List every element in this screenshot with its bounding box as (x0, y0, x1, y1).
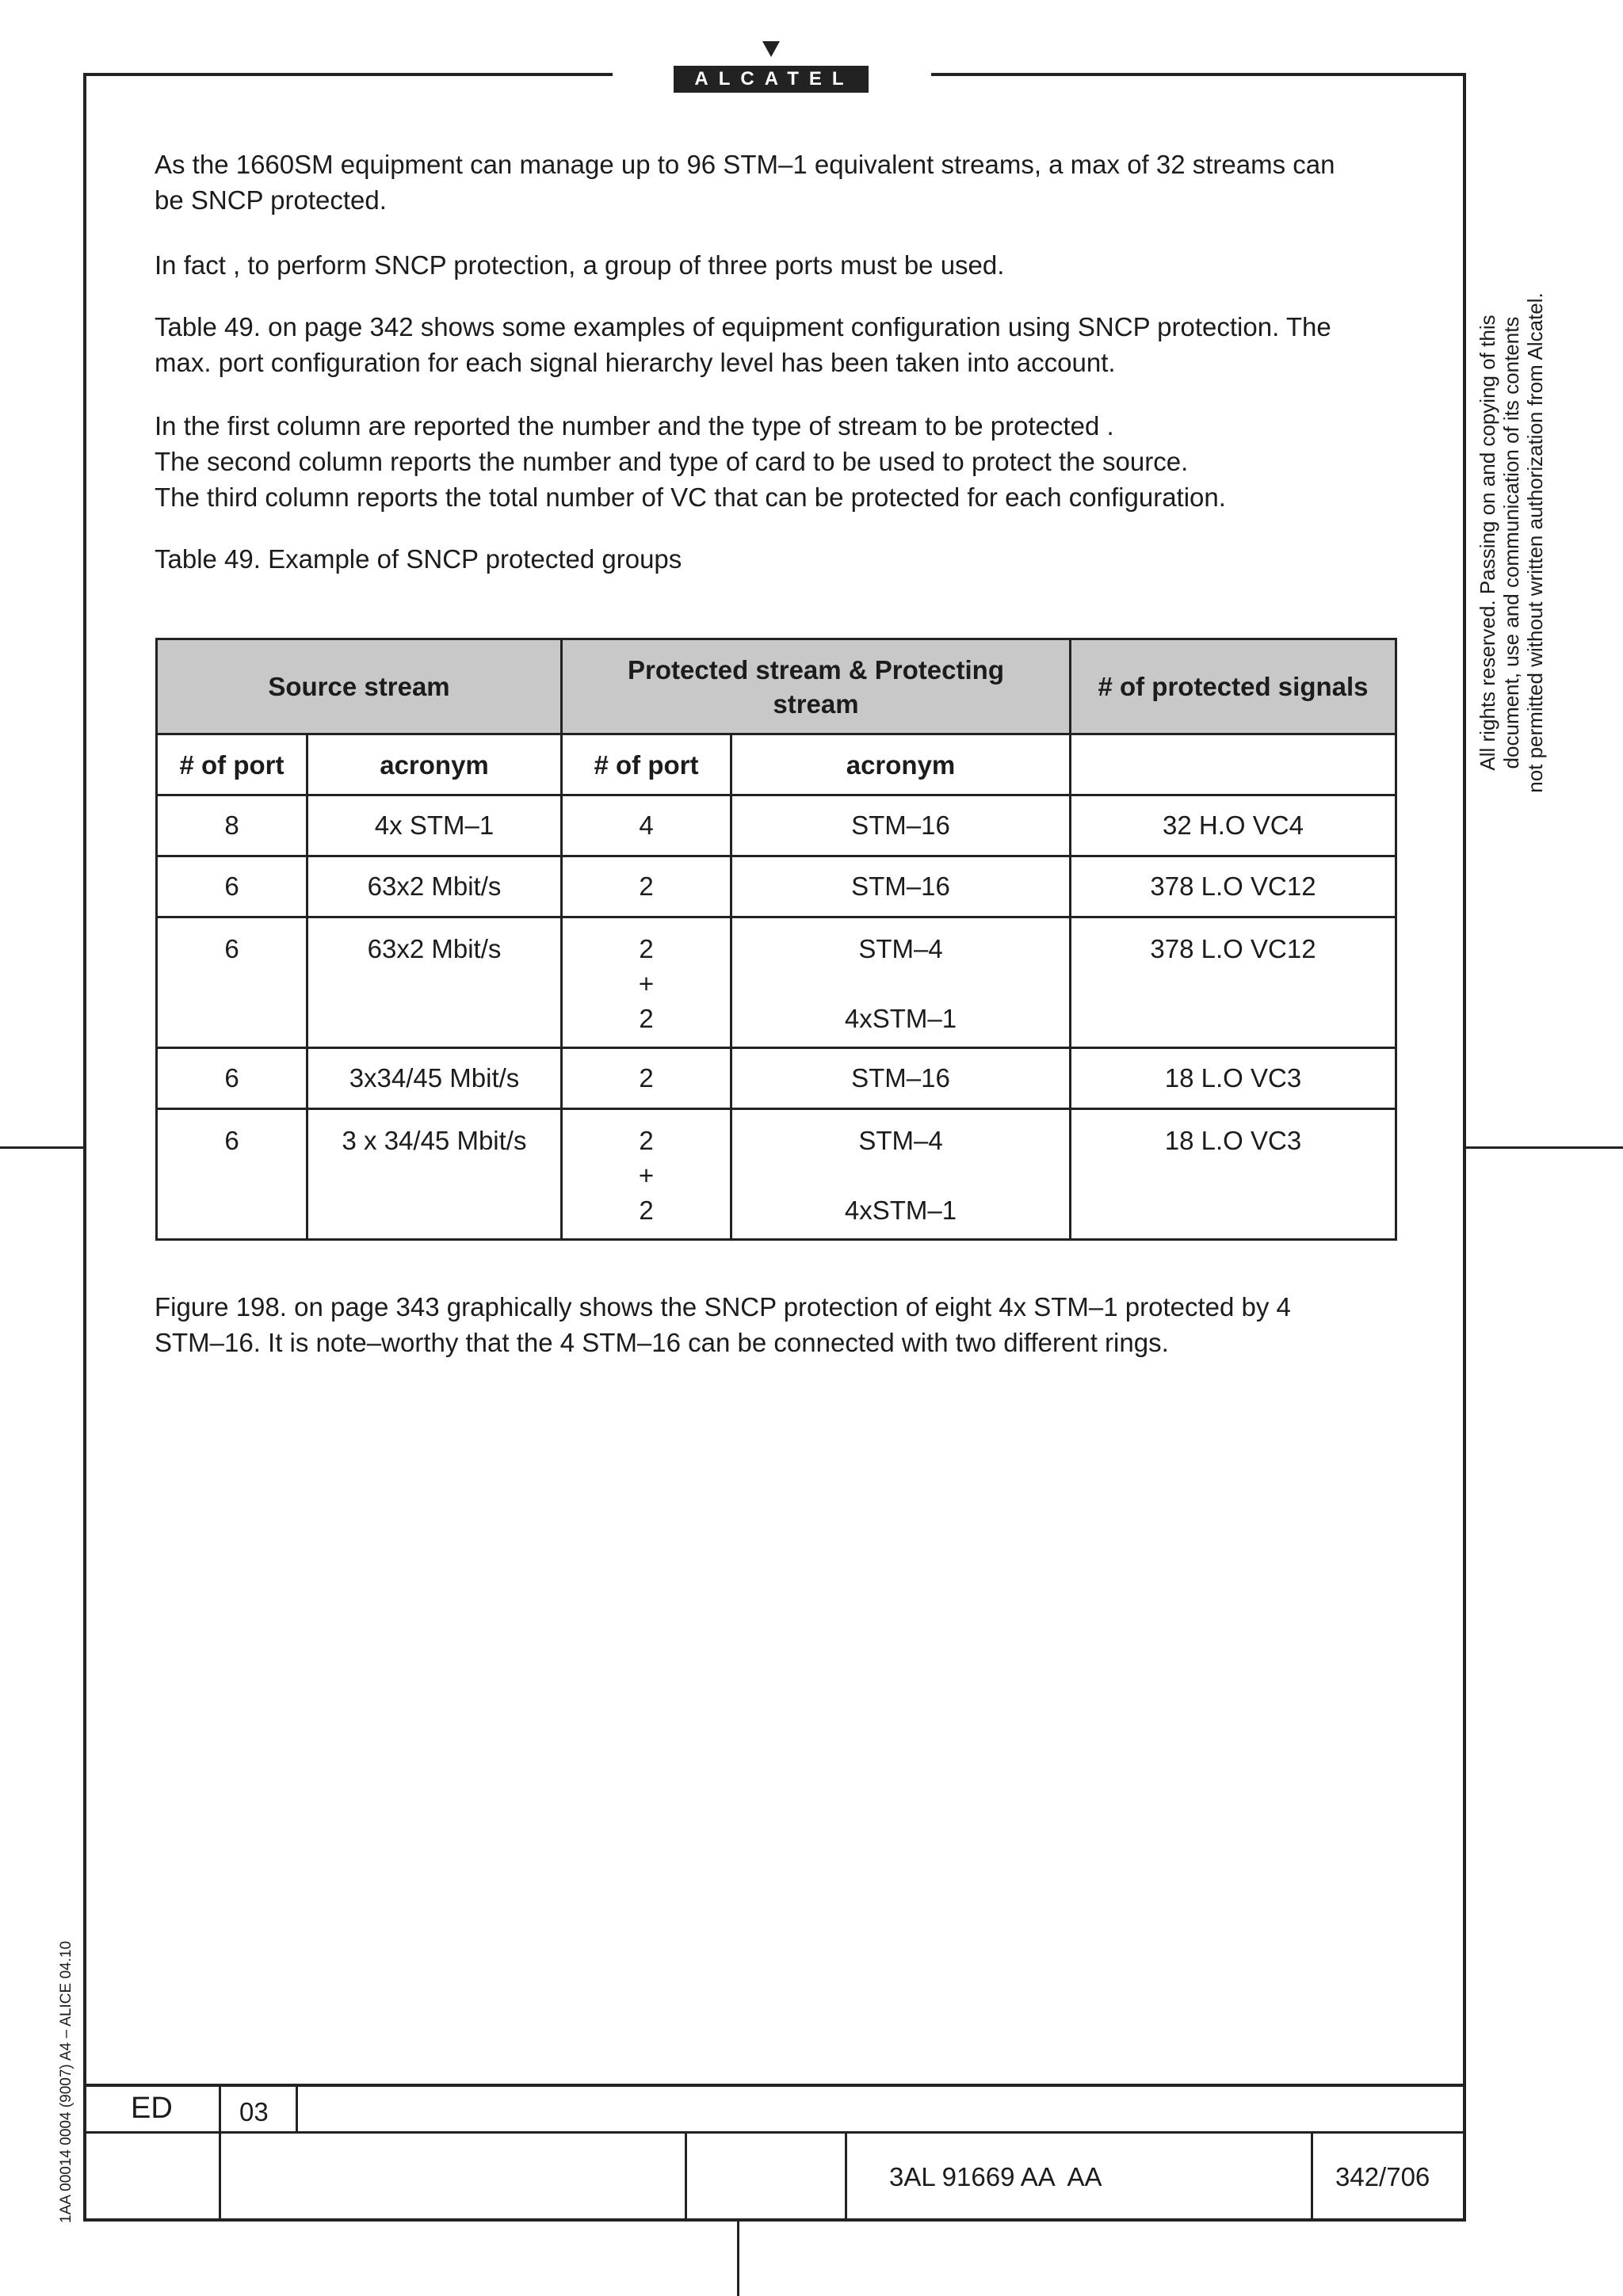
cell-src-acronym-text: 63x2 Mbit/s (367, 934, 502, 963)
paragraph-2 (155, 247, 1392, 283)
prot-acronym-b: 4xSTM–1 (844, 1196, 957, 1225)
logo-triangle-icon (762, 41, 780, 57)
paragraph-3-line-1: Table 49. on page 342 shows some examples of equipment configuration using SNCP protection. The (155, 312, 1331, 341)
cell-prot-acronym: STM–16 (731, 795, 1071, 856)
paragraph-4-line-2: The second column reports the number and type of card to be used to protect the source. (155, 447, 1189, 476)
prot-port-a: 2 (639, 1126, 654, 1155)
cell-src-acronym (307, 917, 562, 1048)
frame-top-left (83, 73, 613, 76)
footer-divider-3 (685, 2131, 687, 2220)
cell-signals (1071, 917, 1396, 1048)
footer-divider-2 (296, 2084, 298, 2133)
cell-signals-text: 18 L.O VC3 (1164, 1126, 1302, 1155)
prot-port-b: 2 (639, 1196, 654, 1225)
sncp-table (155, 638, 1397, 1241)
cell-src-acronym: 63x2 Mbit/s (307, 856, 562, 917)
crop-mark-bottom (737, 2222, 739, 2296)
copyright-line-3: not permitted without written authorization from Alcatel. (1523, 292, 1547, 793)
table-row (157, 856, 1396, 917)
table-caption (155, 541, 1392, 577)
header-protected-stream (562, 639, 1071, 734)
paragraph-5 (155, 1289, 1392, 1360)
paragraph-3-line-2: max. port configuration for each signal hierarchy level has been taken into account. (155, 348, 1116, 377)
table-header-row (157, 639, 1396, 734)
subheader-acronym-2: acronym (731, 734, 1071, 795)
table-row (157, 1109, 1396, 1240)
frame-bottom (83, 2218, 1466, 2222)
table-caption-text: Table 49. Example of SNCP protected groups (155, 544, 682, 574)
prot-port-a: 2 (639, 934, 654, 963)
footer-divider-1 (219, 2084, 221, 2220)
footer-ed-label: ED (131, 2092, 173, 2125)
prot-acronym-spacer (732, 1158, 1069, 1193)
crop-mark-left (0, 1146, 83, 1149)
subheader-acronym: acronym (307, 734, 562, 795)
cell-prot-port: 2 (562, 856, 731, 917)
subheader-port: # of port (157, 734, 307, 795)
header-protected-signals: # of protected signals (1071, 639, 1396, 734)
copyright-line-1: All rights reserved. Passing on and copying of this (1476, 315, 1499, 771)
cell-prot-acronym: STM–16 (731, 1048, 1071, 1109)
paragraph-5-line-2: STM–16. It is note–worthy that the 4 STM–16 can be connected with two different rings. (155, 1328, 1169, 1357)
prot-port-b: 2 (639, 1004, 654, 1033)
footer-top-line (83, 2084, 1466, 2087)
cell-prot-port: 2 (562, 1048, 731, 1109)
footer-page-number: 342/706 (1335, 2162, 1430, 2191)
footer-mid-line (83, 2131, 1466, 2134)
paragraph-4-line-1: In the first column are reported the number and the type of stream to be protected . (155, 411, 1114, 441)
alcatel-logo: ALCATEL (674, 66, 869, 93)
prot-acronym-spacer (732, 967, 1069, 1001)
plus-sign: + (638, 1161, 655, 1190)
cell-src-port-text: 6 (224, 934, 239, 963)
paragraph-1 (155, 147, 1392, 218)
table-row (157, 1048, 1396, 1109)
cell-prot-acronym: STM–16 (731, 856, 1071, 917)
subheader-port-2: # of port (562, 734, 731, 795)
paragraph-5-line-1: Figure 198. on page 343 graphically shows the SNCP protection of eight 4x STM–1 protected by 4 (155, 1292, 1291, 1322)
cell-prot-port (562, 917, 731, 1048)
header-protected-line-1: Protected stream & Protecting (628, 654, 1004, 685)
cell-signals: 32 H.O VC4 (1071, 795, 1396, 856)
cell-signals-text: 378 L.O VC12 (1150, 934, 1316, 963)
frame-top-right (931, 73, 1466, 76)
cell-src-port: 6 (157, 856, 307, 917)
prot-acronym-b: 4xSTM–1 (844, 1004, 957, 1033)
paragraph-1-line-2: be SNCP protected. (155, 185, 387, 215)
cell-prot-acronym (731, 917, 1071, 1048)
footer-divider-4 (845, 2131, 847, 2220)
paragraph-2-line-1: In fact , to perform SNCP protection, a group of three ports must be used. (155, 250, 1005, 280)
cell-src-acronym-text: 3 x 34/45 Mbit/s (342, 1126, 527, 1155)
cell-signals: 378 L.O VC12 (1071, 856, 1396, 917)
prot-acronym-a: STM–4 (858, 934, 943, 963)
copyright-notice (1476, 281, 1547, 804)
paragraph-4 (155, 408, 1392, 515)
cell-signals (1071, 1109, 1396, 1240)
cell-prot-port-a (563, 1110, 730, 1228)
cell-src-acronym: 3x34/45 Mbit/s (307, 1048, 562, 1109)
cell-src-port-text: 6 (224, 1126, 239, 1155)
cell-signals: 18 L.O VC3 (1071, 1048, 1396, 1109)
frame-left (83, 73, 86, 2222)
plus-sign: + (638, 969, 655, 998)
cell-src-port: 8 (157, 795, 307, 856)
cell-prot-port: 4 (562, 795, 731, 856)
footer-divider-5 (1311, 2131, 1313, 2220)
cell-src-acronym: 4x STM–1 (307, 795, 562, 856)
cell-prot-port (562, 1109, 731, 1240)
paragraph-3 (155, 309, 1392, 380)
crop-mark-right (1466, 1146, 1623, 1149)
form-code: 1AA 00014 0004 (9007) A4 – ALICE 04.10 (58, 1940, 74, 2223)
prot-acronym-a: STM–4 (858, 1126, 943, 1155)
table-row (157, 795, 1396, 856)
subheader-empty (1071, 734, 1396, 795)
paragraph-4-line-3: The third column reports the total number of VC that can be protected for each configuration. (155, 482, 1226, 512)
cell-prot-acronym (731, 1109, 1071, 1240)
table-row (157, 917, 1396, 1048)
copyright-line-2: document, use and communication of its contents (1499, 316, 1523, 769)
paragraph-1-line-1: As the 1660SM equipment can manage up to 96 STM–1 equivalent streams, a max of 32 streams can (155, 150, 1335, 179)
header-source-stream: Source stream (157, 639, 562, 734)
table-subheader-row (157, 734, 1396, 795)
footer-doc-code: 3AL 91669 AA AA (889, 2162, 1102, 2191)
cell-prot-acronym-stack (732, 918, 1069, 1036)
cell-src-port: 6 (157, 1048, 307, 1109)
cell-src-port (157, 1109, 307, 1240)
footer-ed-value: 03 (239, 2097, 269, 2126)
cell-prot-acronym-stack (732, 1110, 1069, 1228)
cell-src-port (157, 917, 307, 1048)
cell-src-acronym (307, 1109, 562, 1240)
header-protected-line-2: stream (773, 688, 859, 719)
cell-prot-port-a (563, 918, 730, 1036)
